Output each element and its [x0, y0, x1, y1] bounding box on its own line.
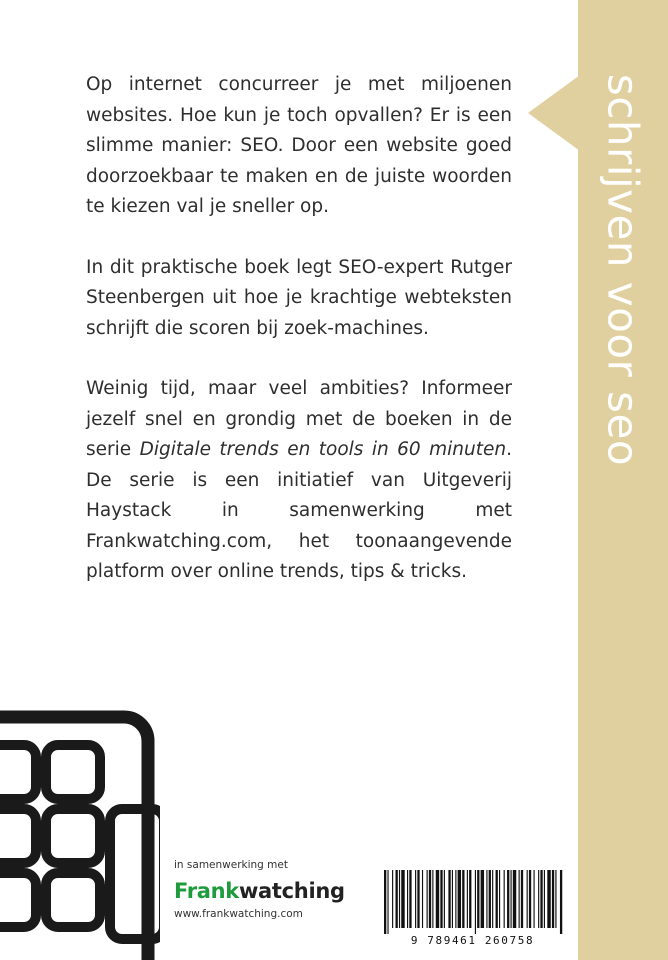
barcode-bar	[417, 870, 419, 928]
barcode-bar	[477, 870, 479, 928]
barcode-bar	[384, 870, 386, 934]
barcode-bar	[504, 870, 505, 928]
barcode-bar	[399, 870, 400, 928]
series-name: Digitale trends en tools in 60 minuten	[139, 439, 507, 460]
spine-band-notch	[528, 75, 580, 151]
barcode-bar	[538, 870, 539, 928]
blurb-p3-before: Weinig tijd, maar veel ambities? Informeer jezelf snel en grondig met de boeken in de serie	[86, 378, 512, 460]
barcode-bar	[513, 870, 516, 928]
barcode-bar	[481, 870, 484, 928]
barcode-bar	[440, 870, 442, 928]
blurb-p3-after: . De serie is een initiatief van Uitgeverij Haystack in samenwerking met Frankwatching.com, het toonaangevende platform over online trends, tips & tricks.	[86, 439, 512, 582]
barcode-bar	[429, 870, 431, 928]
barcode	[380, 868, 565, 934]
brand-watching: watching	[238, 879, 345, 903]
barcode-bar	[396, 870, 398, 928]
barcode-bar	[458, 870, 461, 928]
barcode-bar	[534, 870, 535, 928]
barcode-bar	[486, 870, 487, 928]
barcode-bar	[560, 870, 562, 934]
barcode-bar	[511, 870, 512, 928]
barcode-bar	[499, 870, 500, 928]
barcode-bar	[492, 870, 493, 928]
barcode-bar	[432, 870, 433, 928]
barcode-bar	[422, 870, 423, 928]
blurb-paragraph-3	[86, 374, 512, 588]
barcode-digits: 9 789461 260758	[410, 934, 535, 947]
blurb-text	[86, 70, 512, 618]
calculator-icon	[0, 705, 160, 960]
barcode-bar	[436, 870, 439, 928]
partner-label: in samenwerking met	[174, 859, 288, 871]
partner-url: www.frankwatching.com	[174, 908, 303, 920]
barcode-bar	[547, 870, 550, 928]
barcode-bar	[455, 870, 456, 928]
barcode-bar	[544, 870, 545, 928]
barcode-bar	[407, 870, 408, 928]
barcode-bar	[467, 870, 468, 928]
barcode-bar	[529, 870, 531, 928]
frankwatching-logo	[174, 878, 374, 904]
barcode-bar	[462, 870, 464, 928]
barcode-bar	[387, 870, 388, 934]
barcode-bar	[448, 870, 450, 928]
barcode-bar	[552, 870, 554, 928]
barcode-bar	[540, 870, 542, 928]
spine-title: schrijven voor seo	[598, 73, 648, 467]
barcode-bar	[409, 870, 411, 928]
blurb-paragraph-2: In dit praktische boek legt SEO-expert Rutger Steenbergen uit hoe je krachtige webteksten schrijft die scoren bij zoek-machines.	[86, 256, 512, 339]
barcode-bar	[527, 870, 528, 928]
brand-frank: Frank	[174, 879, 239, 903]
barcode-bar	[521, 870, 523, 928]
barcode-bar	[452, 870, 453, 928]
barcode-bar	[392, 870, 393, 928]
barcode-bar	[415, 870, 416, 928]
barcode-bar	[555, 870, 556, 928]
barcode-bar	[519, 870, 520, 928]
barcode-bar	[507, 870, 509, 928]
blurb-paragraph-1: Op internet concurreer je met miljoenen websites. Hoe kun je toch opvallen? Er is een slimme manier: SEO. Door een website goed doorzoekbaar te maken en de juiste woorden te kiezen val je sneller op.	[86, 74, 512, 217]
barcode-bar	[475, 870, 476, 934]
barcode-bar	[496, 870, 498, 928]
barcode-bar	[489, 870, 491, 928]
barcode-bar	[444, 870, 445, 928]
barcode-bar	[469, 870, 471, 928]
barcode-bar	[427, 870, 428, 928]
partner-logo	[174, 858, 374, 922]
barcode-bar	[401, 870, 404, 928]
